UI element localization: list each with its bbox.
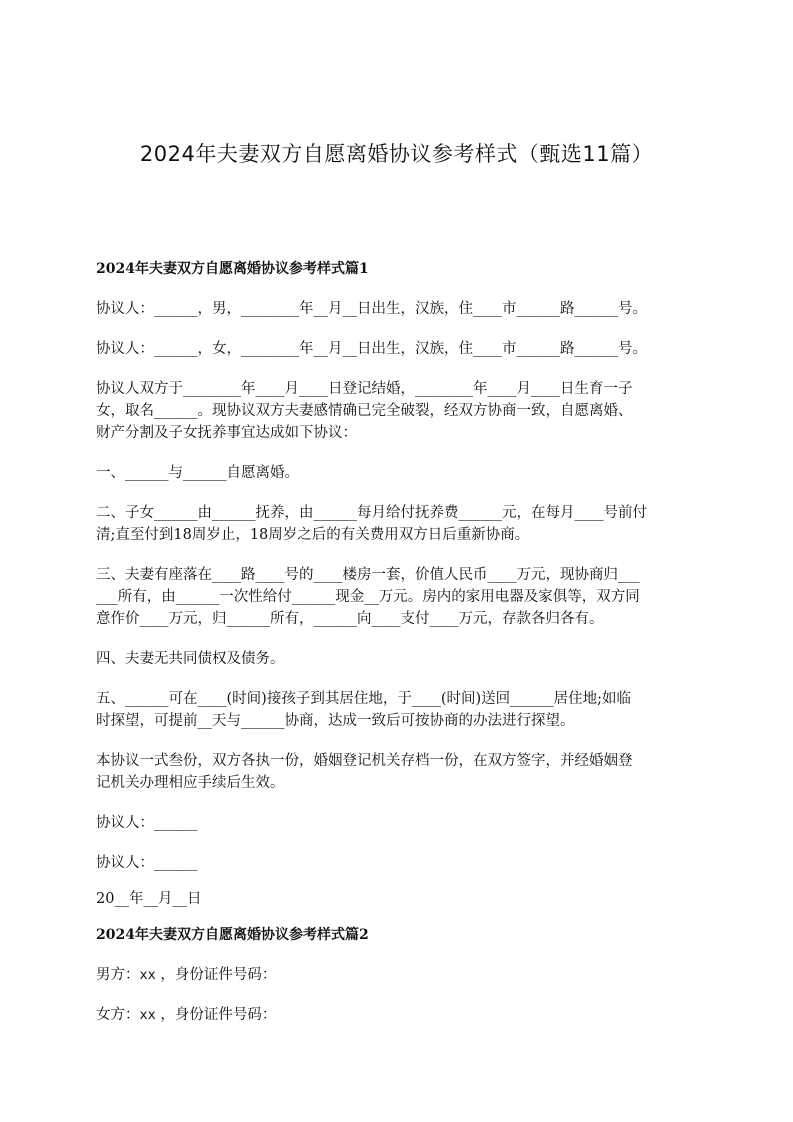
clause-1: 一、______与______自愿离婚。 — [96, 465, 299, 481]
marriage-paragraph — [96, 378, 708, 444]
clause-2 — [96, 502, 708, 546]
clause-3-line-3: 意作价____万元，归______所有，______向____支付____万元，存款各归各有。 — [96, 611, 604, 627]
female-id-label: ，身份证件号码： — [155, 1007, 277, 1023]
clause-2-line-2: 清;直至付到18周岁止，18周岁之后的有关费用双方日后重新协商。 — [96, 527, 530, 543]
female-id-line — [96, 1004, 708, 1026]
copies-line-2: 记机关办理相应手续后生效。 — [96, 775, 285, 791]
signature-line-2: 协议人：______ — [96, 855, 198, 871]
section1-heading: 2024年夫妻双方自愿离婚协议参考样式篇1 — [96, 261, 369, 277]
marriage-line-1: 协议人双方于________年____月____日登记结婚，________年____月____日生育一子 — [96, 381, 633, 397]
clause-3-line-2: ___所有，由______一次性给付______现金__万元。房内的家用电器及家俱等，双方同 — [96, 589, 640, 605]
party-female-paragraph: 协议人：______，女，________年__月__日出生，汉族，住____市______路______号。 — [96, 341, 647, 357]
clause-5-line-2: 时探望，可提前__天与______协商，达成一致后可按协商的办法进行探望。 — [96, 713, 575, 729]
marriage-line-2: 女，取名______。现协议双方夫妻感情确已完全破裂，经双方协商一致，自愿离婚、 — [96, 403, 633, 419]
section2-heading: 2024年夫妻双方自愿离婚协议参考样式篇2 — [96, 927, 369, 943]
party-male-paragraph: 协议人：______，男，________年__月__日出生，汉族，住____市______路______号。 — [96, 301, 647, 317]
clause-5-line-1: 五、______可在____(时间)接孩子到其居住地，于____(时间)送回______居住地;如临 — [96, 691, 632, 707]
marriage-line-3: 财产分割及子女抚养事宜达成如下协议： — [96, 425, 357, 441]
clause-3-line-1: 三、夫妻有座落在____路____号的____楼房一套，价值人民币____万元，现协商归___ — [96, 567, 640, 583]
copies-paragraph — [96, 750, 708, 794]
clause-2-line-1: 二、子女______由______抚养，由______每月给付抚养费______元，在每月____号前付 — [96, 505, 647, 521]
male-id-label: ，身份证件号码： — [155, 967, 277, 983]
document-body — [96, 258, 708, 1026]
document-title: 2024年夫妻双方自愿离婚协议参考样式（甄选11篇） — [139, 142, 654, 166]
date-line: 20__年__月__日 — [96, 891, 202, 907]
copies-line-1: 本协议一式叁份，双方各执一份，婚姻登记机关存档一份，在双方签字，并经婚姻登 — [96, 753, 633, 769]
female-name: xx — [139, 1007, 156, 1023]
male-id-line — [96, 964, 708, 986]
female-label: 女方： — [96, 1007, 140, 1023]
clause-3 — [96, 564, 708, 630]
male-name: xx — [139, 967, 156, 983]
signature-line-1: 协议人：______ — [96, 815, 198, 831]
clause-5 — [96, 688, 708, 732]
male-label: 男方： — [96, 967, 140, 983]
clause-4: 四、夫妻无共同债权及债务。 — [96, 651, 285, 667]
